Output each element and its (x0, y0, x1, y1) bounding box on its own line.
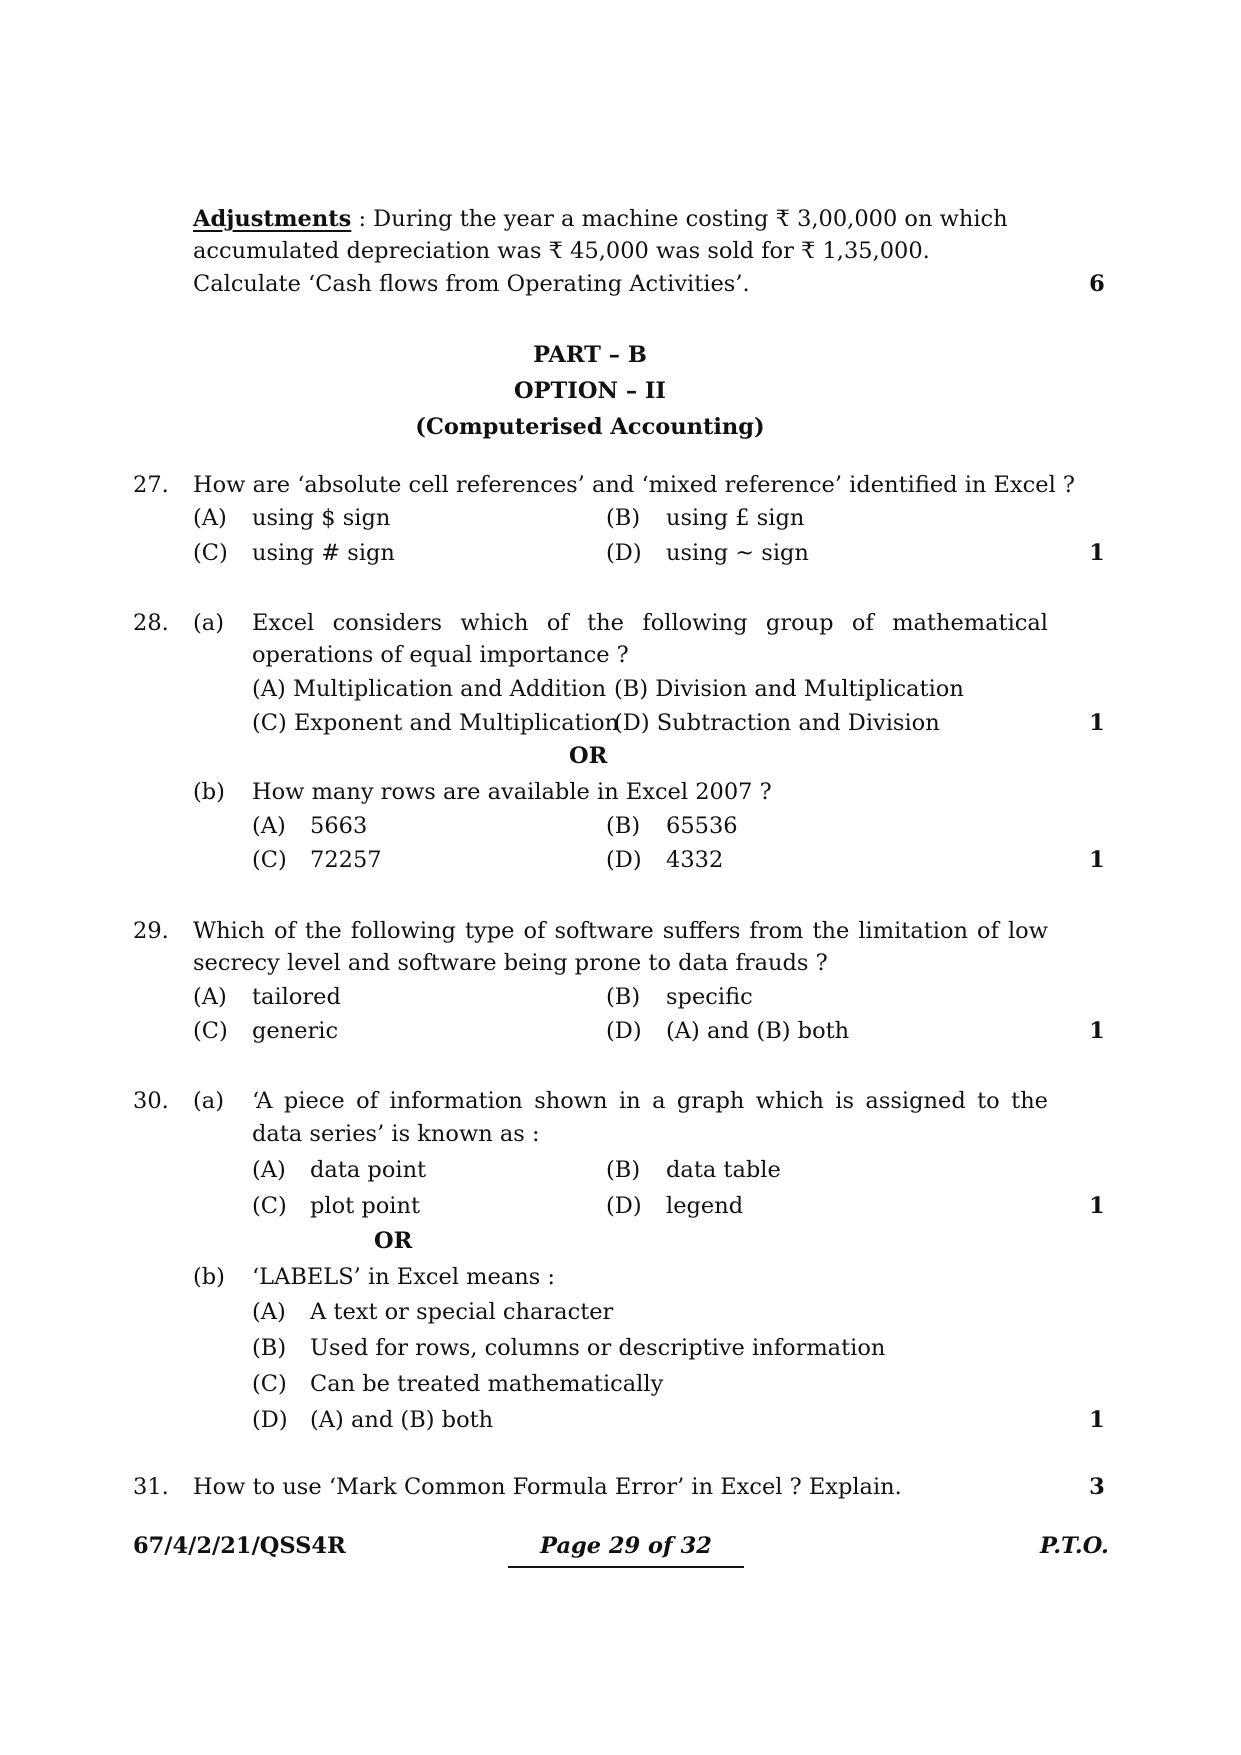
q28-b-label: (b) (193, 779, 225, 805)
q27-option-c: using # sign (252, 540, 395, 566)
adjustments-line-1 (193, 206, 1048, 232)
q27-text: How are ‘absolute cell references’ and ‘mixed reference’ identified in Excel ? (193, 472, 1075, 498)
q28-a-option-b-label: (B) (614, 676, 649, 702)
adjustments-line-3: Calculate ‘Cash flows from Operating Activities’. (193, 271, 750, 297)
q30-b-option-d: (A) and (B) both (310, 1407, 494, 1433)
q30-number: 30. (133, 1088, 169, 1114)
part-heading: PART – B (533, 342, 647, 368)
q28-b-option-c: 72257 (310, 847, 382, 873)
q30-a-line-1-text: ‘A piece of information shown in a graph which is assigned to the (252, 1088, 1048, 1114)
q30-a-option-a-label: (A) (252, 1157, 286, 1183)
q31-number: 31. (133, 1474, 169, 1500)
q29-option-c: generic (252, 1018, 339, 1044)
q30-b-option-a-label: (A) (252, 1299, 286, 1325)
q30-a-option-b-label: (B) (606, 1157, 641, 1183)
q28-a-line-2: operations of equal importance ? (252, 642, 629, 668)
adjustments-line-1-text: : During the year a machine costing ₹ 3,00,000 on which (351, 206, 1008, 232)
q28-b-marks: 1 (1089, 847, 1105, 873)
q30-a-option-d: legend (666, 1193, 744, 1219)
q30-b-option-c: Can be treated mathematically (310, 1371, 664, 1397)
footer-page-underline (508, 1566, 744, 1568)
q30-b-option-a: A text or special character (310, 1299, 614, 1325)
q28-a-option-d-label: (D) (614, 710, 650, 736)
q28-b-text: How many rows are available in Excel 2007 ? (252, 779, 772, 805)
q27-option-c-label: (C) (193, 540, 228, 566)
q28-a-option-c-label: (C) (252, 710, 287, 736)
adjustments-line-2: accumulated depreciation was ₹ 45,000 was sold for ₹ 1,35,000. (193, 238, 930, 264)
q28-a-option-c (252, 710, 619, 736)
q30-a-option-d-label: (D) (606, 1193, 642, 1219)
q30-b-option-c-label: (C) (252, 1371, 287, 1397)
q30-a-line-2: data series’ is known as : (252, 1121, 540, 1147)
q29-marks: 1 (1089, 1018, 1105, 1044)
q29-option-c-label: (C) (193, 1018, 228, 1044)
option-heading: OPTION – II (514, 378, 666, 404)
q31-text: How to use ‘Mark Common Formula Error’ in Excel ? Explain. (193, 1474, 902, 1500)
adjustments-label: Adjustments (193, 206, 352, 232)
q30-b-option-b-label: (B) (252, 1335, 287, 1361)
q27-marks: 1 (1089, 540, 1105, 566)
q30-a-line-1 (252, 1088, 1048, 1114)
q28-a-line-1 (252, 610, 1048, 636)
q31-marks: 3 (1089, 1474, 1105, 1500)
q28-a-option-d (614, 710, 940, 736)
q30-b-option-b: Used for rows, columns or descriptive information (310, 1335, 886, 1361)
q30-b-text: ‘LABELS’ in Excel means : (252, 1264, 556, 1290)
q28-a-marks: 1 (1089, 710, 1105, 736)
q29-option-a: tailored (252, 984, 341, 1010)
q28-a-option-a-label: (A) (252, 676, 286, 702)
adjustments-marks: 6 (1089, 271, 1105, 297)
q28-a-option-a-text: Multiplication and Addition (292, 676, 607, 702)
q30-b-label: (b) (193, 1264, 225, 1290)
q29-option-b: specific (666, 984, 753, 1010)
q29-line-2: secrecy level and software being prone to data frauds ? (193, 950, 828, 976)
q27-option-b: using £ sign (666, 505, 805, 531)
q27-option-a: using $ sign (252, 505, 391, 531)
q28-a-option-a (252, 676, 606, 702)
q28-b-option-b-label: (B) (606, 813, 641, 839)
section-subtitle: (Computerised Accounting) (415, 414, 765, 440)
q30-a-label: (a) (193, 1088, 224, 1114)
q28-b-option-d-label: (D) (606, 847, 642, 873)
q28-a-option-b-text: Division and Multiplication (655, 676, 964, 702)
q28-b-option-b: 65536 (666, 813, 738, 839)
q27-option-d-label: (D) (606, 540, 642, 566)
q30-a-option-c-label: (C) (252, 1193, 287, 1219)
q30-b-marks: 1 (1089, 1407, 1105, 1433)
q28-a-option-c-text: Exponent and Multiplication (293, 710, 620, 736)
q28-a-option-d-text: Subtraction and Division (656, 710, 940, 736)
q28-a-option-b (614, 676, 964, 702)
q30-a-option-c: plot point (310, 1193, 421, 1219)
q29-line-1-text: Which of the following type of software suffers from the limitation of low (193, 918, 1048, 944)
q28-b-option-d: 4332 (666, 847, 724, 873)
q28-b-option-c-label: (C) (252, 847, 287, 873)
q29-line-1 (193, 918, 1048, 944)
q30-or: OR (374, 1228, 413, 1254)
q28-or: OR (569, 743, 608, 769)
footer-page-number: Page 29 of 32 (540, 1533, 712, 1559)
q27-number: 27. (133, 472, 169, 498)
q28-a-line-1-text: Excel considers which of the following group of mathematical (252, 610, 1048, 636)
q30-b-option-d-label: (D) (252, 1407, 288, 1433)
q29-option-a-label: (A) (193, 984, 227, 1010)
q28-b-option-a: 5663 (310, 813, 368, 839)
q28-a-label: (a) (193, 610, 224, 636)
footer-code: 67/4/2/21/QSS4R (133, 1533, 346, 1559)
q30-a-option-a: data point (310, 1157, 427, 1183)
q29-number: 29. (133, 918, 169, 944)
q27-option-d: using ~ sign (666, 540, 809, 566)
q29-option-b-label: (B) (606, 984, 641, 1010)
q28-b-option-a-label: (A) (252, 813, 286, 839)
q29-option-d-label: (D) (606, 1018, 642, 1044)
q30-a-option-b: data table (666, 1157, 781, 1183)
footer-pto: P.T.O. (1040, 1533, 1109, 1559)
q30-a-marks: 1 (1089, 1193, 1105, 1219)
q27-option-a-label: (A) (193, 505, 227, 531)
q28-number: 28. (133, 610, 169, 636)
q29-option-d: (A) and (B) both (666, 1018, 850, 1044)
q27-option-b-label: (B) (606, 505, 641, 531)
